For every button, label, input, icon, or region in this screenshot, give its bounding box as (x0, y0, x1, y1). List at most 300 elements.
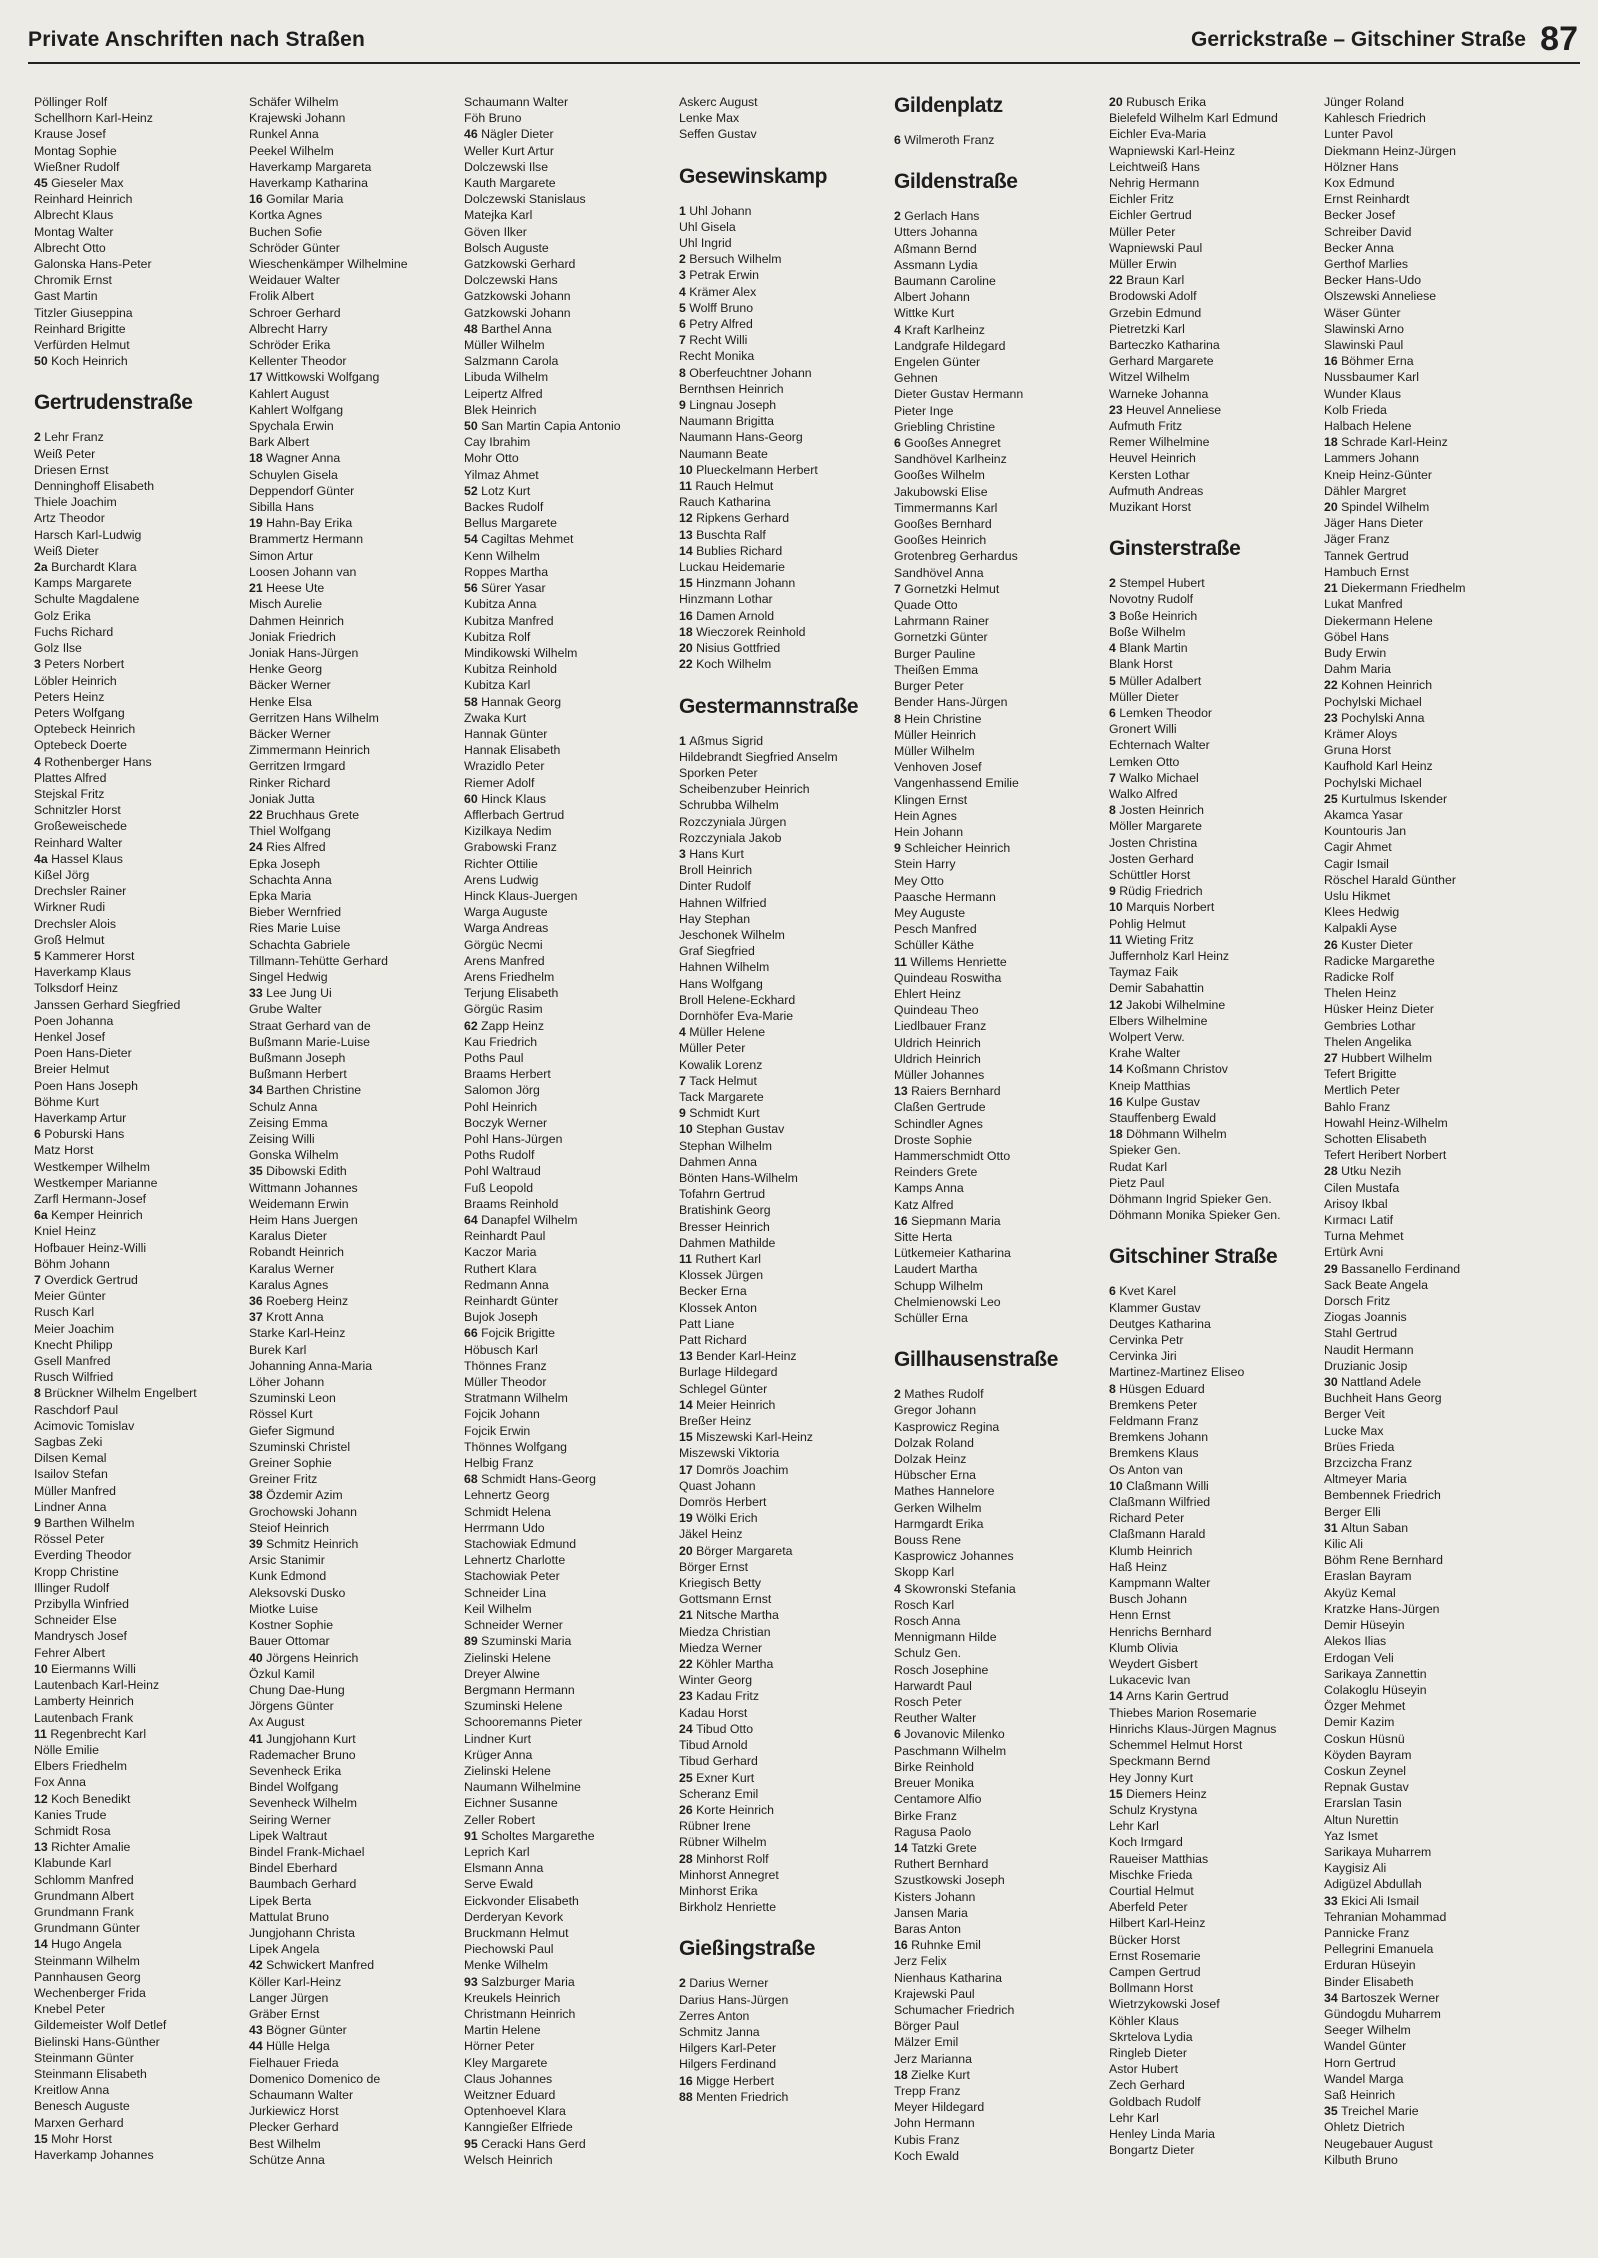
resident-name: Bender Karl-Heinz (696, 1349, 797, 1364)
house-number: 5 (34, 948, 45, 963)
address-entry (679, 1802, 894, 1818)
resident-name: Taymaz Faik (1109, 965, 1179, 980)
address-entry (679, 992, 894, 1008)
resident-name: Barthen Wilhelm (44, 1516, 135, 1531)
resident-name: Gronert Willi (1109, 722, 1177, 737)
house-number: 6 (34, 1127, 45, 1142)
resident-name: Blank Martin (1119, 641, 1188, 656)
address-entry (34, 689, 249, 705)
house-number: 64 (464, 1213, 482, 1228)
address-entry (249, 240, 464, 256)
address-entry (679, 1992, 894, 2008)
resident-name: Chromik Ernst (34, 273, 112, 288)
address-entry (894, 759, 1109, 775)
resident-name: Lütkemeier Katharina (894, 1246, 1011, 1261)
house-number: 29 (1324, 1261, 1342, 1276)
address-entry (34, 916, 249, 932)
address-entry (1324, 1342, 1539, 1358)
address-entry (1109, 1078, 1324, 1094)
resident-name: Howahl Heinz-Wilhelm (1324, 1115, 1448, 1130)
address-entry (894, 1986, 1109, 2002)
resident-name: Aufmuth Fritz (1109, 419, 1183, 434)
resident-name: Centamore Alfio (894, 1792, 982, 1807)
address-entry (34, 462, 249, 478)
address-entry (34, 1855, 249, 1871)
resident-name: Hans Kurt (689, 846, 744, 861)
resident-name: Becker Hans-Udo (1324, 273, 1422, 288)
resident-name: Knebel Peter (34, 2002, 106, 2017)
address-entry (1324, 1876, 1539, 1892)
resident-name: Schmidt Hans-Georg (481, 1472, 596, 1487)
address-entry (894, 629, 1109, 645)
house-number: 2 (679, 252, 690, 267)
resident-name: Szustkowski Joseph (894, 1873, 1005, 1888)
address-entry (464, 1050, 679, 1066)
resident-name: Eichler Eva-Maria (1109, 127, 1207, 142)
resident-name: Gatzkowski Johann (464, 305, 571, 320)
resident-name: Kisters Johann (894, 1889, 976, 1904)
address-entry (1324, 1795, 1539, 1811)
address-entry (1324, 1779, 1539, 1795)
address-entry (894, 824, 1109, 840)
address-entry (679, 1591, 894, 1607)
address-entry (34, 353, 249, 369)
house-number: 58 (464, 694, 482, 709)
resident-name: Kahlesch Friedrich (1324, 111, 1426, 126)
address-entry (249, 515, 464, 531)
address-entry (1324, 191, 1539, 207)
address-entry (894, 1148, 1109, 1164)
resident-name: Göbel Hans (1324, 629, 1389, 644)
resident-name: Tefert Brigitte (1324, 1067, 1397, 1082)
resident-name: Peekel Wilhelm (249, 143, 334, 158)
resident-name: Wieczorek Reinhold (696, 624, 806, 639)
address-entry (34, 1564, 249, 1580)
resident-name: Henke Elsa (249, 694, 312, 709)
resident-name: Kißel Jörg (34, 867, 90, 882)
address-entry (34, 1661, 249, 1677)
resident-name: Poen Hans Joseph (34, 1078, 138, 1093)
address-entry (249, 175, 464, 191)
resident-name: Saß Heinrich (1324, 2087, 1396, 2102)
resident-name: Josten Heinrich (1119, 803, 1205, 818)
resident-name: Karalus Werner (249, 1261, 335, 1276)
house-number: 21 (1324, 581, 1342, 596)
resident-name: Koßmann Christov (1126, 1062, 1228, 1077)
address-entry (249, 434, 464, 450)
address-entry (249, 272, 464, 288)
address-entry (1324, 856, 1539, 872)
resident-name: Köyden Bayram (1324, 1747, 1412, 1762)
address-entry (464, 2006, 679, 2022)
resident-name: Schulz Anna (249, 1099, 318, 1114)
address-entry (249, 856, 464, 872)
resident-name: Müller Heinrich (894, 727, 977, 742)
resident-name: Rauch Helmut (695, 479, 774, 494)
house-number: 46 (464, 127, 482, 142)
address-entry (34, 1337, 249, 1353)
house-number: 20 (1109, 95, 1127, 109)
resident-name: Gehnen (894, 371, 938, 386)
address-entry (1109, 1915, 1324, 1931)
resident-name: Hubbert Wilhelm (1341, 1050, 1432, 1065)
address-entry (894, 403, 1109, 419)
address-entry (464, 1682, 679, 1698)
resident-name: Hinzmann Lothar (679, 592, 773, 607)
resident-name: Ruthert Bernhard (894, 1857, 989, 1872)
resident-name: Schaumann Walter (249, 2087, 354, 2102)
resident-name: Krajewski Johann (249, 111, 346, 126)
address-entry (1109, 1332, 1324, 1348)
resident-name: Wieschenkämper Wilhelmine (249, 257, 408, 272)
address-entry (34, 240, 249, 256)
address-entry (249, 1876, 464, 1892)
resident-name: Weidemann Erwin (249, 1196, 349, 1211)
resident-name: Fox Anna (34, 1775, 86, 1790)
address-entry (34, 1580, 249, 1596)
address-entry (679, 1672, 894, 1688)
resident-name: Willems Henriette (910, 954, 1007, 969)
house-number: 15 (679, 1430, 697, 1445)
resident-name: Kuster Dieter (1341, 937, 1413, 952)
house-number: 28 (1324, 1164, 1342, 1179)
address-entry (1109, 191, 1324, 207)
resident-name: Quindeau Roswitha (894, 970, 1002, 985)
address-entry (249, 2087, 464, 2103)
house-number: 6a (34, 1208, 52, 1223)
resident-name: Mindikowski Wilhelm (464, 645, 578, 660)
address-entry (249, 1212, 464, 1228)
resident-name: Exner Kurt (696, 1770, 755, 1785)
address-entry (894, 1419, 1109, 1435)
house-number: 7 (894, 581, 905, 596)
address-entry (1109, 1429, 1324, 1445)
address-entry (1324, 596, 1539, 612)
resident-name: Bujok Joseph (464, 1310, 538, 1325)
address-entry (249, 191, 464, 207)
resident-name: Hofbauer Heinz-Willi (34, 1240, 147, 1255)
resident-name: Hahnen Wilhelm (679, 960, 770, 975)
address-entry (464, 969, 679, 985)
house-number: 66 (464, 1326, 482, 1341)
resident-name: Tack Helmut (689, 1073, 757, 1088)
resident-name: Hinrichs Klaus-Jürgen Magnus (1109, 1721, 1277, 1736)
house-number: 5 (1109, 673, 1120, 688)
address-entry (464, 418, 679, 434)
address-entry (464, 807, 679, 823)
resident-name: Koch Ewald (894, 2148, 959, 2163)
resident-name: Christmann Heinrich (464, 2006, 576, 2021)
address-entry (894, 1451, 1109, 1467)
resident-name: Rozczyniala Jürgen (679, 814, 787, 829)
address-entry (1109, 1607, 1324, 1623)
resident-name: Kneip Matthias (1109, 1078, 1191, 1093)
house-number: 7 (34, 1273, 45, 1288)
address-entry (894, 1840, 1109, 1856)
resident-name: Yilmaz Ahmet (464, 467, 539, 482)
resident-name: Kilic Ali (1324, 1537, 1363, 1552)
resident-name: Jungjohann Christa (249, 1925, 355, 1940)
resident-name: Pannicke Franz (1324, 1925, 1410, 1940)
address-entry (894, 1213, 1109, 1229)
house-number: 41 (249, 1731, 267, 1746)
resident-name: Schröder Erika (249, 338, 331, 353)
address-entry (34, 1288, 249, 1304)
address-entry (1324, 694, 1539, 710)
address-entry (1109, 608, 1324, 624)
resident-name: Kanies Trude (34, 1807, 107, 1822)
resident-name: Miedza Werner (679, 1640, 763, 1655)
resident-name: Braams Herbert (464, 1067, 551, 1082)
address-entry (1324, 1601, 1539, 1617)
resident-name: Kortka Agnes (249, 208, 323, 223)
address-entry (679, 765, 894, 781)
house-number: 3 (679, 268, 690, 283)
address-entry (249, 1812, 464, 1828)
resident-name: Sack Beate Angela (1324, 1277, 1428, 1292)
resident-name: Kau Friedrich (464, 1034, 538, 1049)
address-entry (34, 94, 249, 110)
resident-name: Gerhard Margarete (1109, 354, 1214, 369)
address-entry (34, 818, 249, 834)
resident-name: Arens Ludwig (464, 872, 539, 887)
address-entry (894, 1310, 1109, 1326)
resident-name: Schmidt Helena (464, 1504, 551, 1519)
resident-name: Peters Wolfgang (34, 705, 125, 720)
address-entry (34, 835, 249, 851)
resident-name: Bönten Hans-Wilhelm (679, 1170, 798, 1185)
house-number: 1 (679, 203, 690, 218)
address-entry (1324, 1698, 1539, 1714)
resident-name: Ries Alfred (266, 840, 326, 855)
resident-name: Kubitza Reinhold (464, 662, 557, 677)
address-entry (464, 224, 679, 240)
address-entry (249, 807, 464, 823)
address-entry (464, 677, 679, 693)
house-number: 45 (34, 176, 52, 191)
resident-name: Kersten Lothar (1109, 467, 1190, 482)
resident-name: Akamca Yasar (1324, 807, 1403, 822)
address-entry (679, 527, 894, 543)
resident-name: Bark Albert (249, 435, 310, 450)
resident-name: Meier Joachim (34, 1321, 114, 1336)
address-entry (1109, 1094, 1324, 1110)
address-entry (34, 1191, 249, 1207)
address-entry (679, 1024, 894, 1040)
resident-name: Stephan Gustav (696, 1122, 785, 1137)
resident-name: Plattes Alfred (34, 770, 107, 785)
address-entry (34, 1742, 249, 1758)
resident-name: Löher Johann (249, 1375, 325, 1390)
resident-name: Kasprowicz Regina (894, 1419, 1000, 1434)
address-entry (1109, 721, 1324, 737)
address-entry (34, 1710, 249, 1726)
house-number: 14 (894, 1840, 912, 1855)
resident-name: Theißen Emma (894, 662, 979, 677)
resident-name: Mathes Hannelore (894, 1484, 995, 1499)
resident-name: Gatzkowski Gerhard (464, 257, 576, 272)
resident-name: Greiner Fritz (249, 1472, 318, 1487)
address-entry (34, 2050, 249, 2066)
house-number: 34 (1324, 1990, 1342, 2005)
resident-name: Bauer Ottomar (249, 1634, 330, 1649)
address-entry (464, 872, 679, 888)
address-entry (1324, 1309, 1539, 1325)
address-entry (894, 1775, 1109, 1791)
address-entry (464, 1131, 679, 1147)
address-entry (34, 478, 249, 494)
address-entry (1109, 483, 1324, 499)
resident-name: Gooßes Wilhelm (894, 468, 985, 483)
resident-name: Baumbach Gerhard (249, 1877, 357, 1892)
resident-name: Schooremanns Pieter (464, 1715, 583, 1730)
address-entry (894, 1905, 1109, 1921)
address-entry (679, 2024, 894, 2040)
resident-name: Müller Wilhelm (894, 743, 975, 758)
resident-name: Witzel Wilhelm (1109, 370, 1190, 385)
address-entry (1109, 224, 1324, 240)
resident-name: Gembries Lothar (1324, 1018, 1416, 1033)
resident-name: Nussbaumer Karl (1324, 370, 1419, 385)
address-entry (464, 2022, 679, 2038)
address-entry (34, 1321, 249, 1337)
resident-name: Becker Josef (1324, 208, 1396, 223)
address-entry (249, 1163, 464, 1179)
resident-name: Haverkamp Johannes (34, 2147, 154, 2162)
address-entry (1324, 904, 1539, 920)
resident-name: Schaumann Walter (464, 95, 569, 109)
address-entry (1109, 386, 1324, 402)
resident-name: Joniak Hans-Jürgen (249, 645, 359, 660)
address-entry (1324, 1633, 1539, 1649)
resident-name: Lukat Manfred (1324, 597, 1403, 612)
resident-name: Albert Johann (894, 290, 970, 305)
resident-name: Schwickert Manfred (266, 1958, 375, 1973)
resident-name: Plecker Gerhard (249, 2120, 339, 2135)
resident-name: Poths Rudolf (464, 1148, 535, 1163)
resident-name: Thelen Angelika (1324, 1034, 1412, 1049)
address-entry (1109, 1348, 1324, 1364)
address-entry (894, 289, 1109, 305)
address-entry (894, 1116, 1109, 1132)
address-entry (1324, 1925, 1539, 1941)
address-entry (464, 1860, 679, 1876)
address-entry (679, 1867, 894, 1883)
resident-name: Domrös Herbert (679, 1495, 767, 1510)
address-entry (464, 1714, 679, 1730)
house-number: 1 (679, 733, 690, 748)
house-number: 10 (34, 1661, 52, 1676)
address-entry (34, 559, 249, 575)
resident-name: Heuvel Heinrich (1109, 451, 1196, 466)
resident-name: Hörner Peter (464, 2039, 535, 2054)
resident-name: Pesch Manfred (894, 922, 977, 937)
address-entry (894, 1197, 1109, 1213)
address-entry (894, 132, 1109, 148)
resident-name: Uhl Gisela (679, 219, 736, 234)
house-number: 68 (464, 1472, 482, 1487)
resident-name: Welsch Heinrich (464, 2152, 553, 2167)
resident-name: Lipek Waltraut (249, 1828, 328, 1843)
house-number: 2 (679, 1976, 690, 1991)
resident-name: Kahlert Wolfgang (249, 402, 344, 417)
resident-name: Zarfl Hermann-Josef (34, 1192, 147, 1206)
address-entry (894, 1051, 1109, 1067)
address-entry (894, 1035, 1109, 1051)
resident-name: Berger Veit (1324, 1407, 1385, 1422)
address-entry (679, 2073, 894, 2089)
address-entry (679, 284, 894, 300)
resident-name: Miotke Luise (249, 1601, 319, 1616)
address-entry (679, 927, 894, 943)
resident-name: Kubitza Manfred (464, 613, 554, 628)
resident-name: Dolczewski Hans (464, 273, 558, 288)
resident-name: Galonska Hans-Peter (34, 257, 152, 272)
address-entry (894, 305, 1109, 321)
resident-name: Thiebes Marion Rosemarie (1109, 1705, 1257, 1720)
address-entry (249, 742, 464, 758)
address-entry (1324, 807, 1539, 823)
address-entry (1109, 1688, 1324, 1704)
address-entry (1324, 1001, 1539, 1017)
address-entry (464, 1763, 679, 1779)
address-entry (34, 1369, 249, 1385)
resident-name: Fojcik Brigitte (481, 1326, 555, 1341)
resident-name: Rusch Karl (34, 1305, 95, 1320)
resident-name: Sarikaya Zannettin (1324, 1666, 1427, 1681)
address-entry (894, 1662, 1109, 1678)
house-number: 26 (1324, 937, 1342, 952)
address-entry (34, 1872, 249, 1888)
resident-name: Röschel Harald Günther (1324, 872, 1456, 887)
resident-name: Grochowski Johann (249, 1504, 357, 1519)
resident-name: Altun Nurettin (1324, 1812, 1399, 1827)
resident-name: Droste Sophie (894, 1132, 972, 1147)
address-entry (1109, 2126, 1324, 2142)
resident-name: Bublies Richard (696, 543, 783, 558)
address-entry (464, 1455, 679, 1471)
address-entry (679, 1883, 894, 1899)
address-entry (464, 1180, 679, 1196)
resident-name: Bolsch Auguste (464, 240, 549, 255)
house-number: 14 (1109, 1062, 1127, 1077)
resident-name: Arens Manfred (464, 953, 545, 968)
address-entry (1109, 1802, 1324, 1818)
resident-name: Grotenbreg Gerhardus (894, 549, 1018, 564)
resident-name: Krajewski Paul (894, 1986, 975, 2001)
address-entry (894, 1099, 1109, 1115)
resident-name: Jansen Maria (894, 1905, 968, 1920)
address-entry (464, 1163, 679, 1179)
street-heading: Gitschiner Straße (1109, 1245, 1278, 1269)
house-number: 2a (34, 560, 52, 575)
resident-name: Klabunde Karl (34, 1856, 112, 1871)
address-entry (894, 694, 1109, 710)
resident-name: Dibowski Edith (266, 1164, 347, 1179)
resident-name: Grube Walter (249, 1002, 322, 1017)
resident-name: Lehnertz Georg (464, 1488, 550, 1503)
resident-name: Novotny Rudolf (1109, 592, 1194, 607)
address-entry (679, 2089, 894, 2105)
resident-name: Przibylla Winfried (34, 1597, 129, 1612)
resident-name: Lindner Anna (34, 1499, 107, 1514)
street-heading: Gießingstraße (679, 1937, 815, 1961)
address-entry (464, 1309, 679, 1325)
resident-name: Salzmann Carola (464, 354, 559, 369)
resident-name: Tibud Gerhard (679, 1754, 758, 1769)
address-entry (249, 483, 464, 499)
resident-name: Marquis Norbert (1126, 900, 1215, 915)
